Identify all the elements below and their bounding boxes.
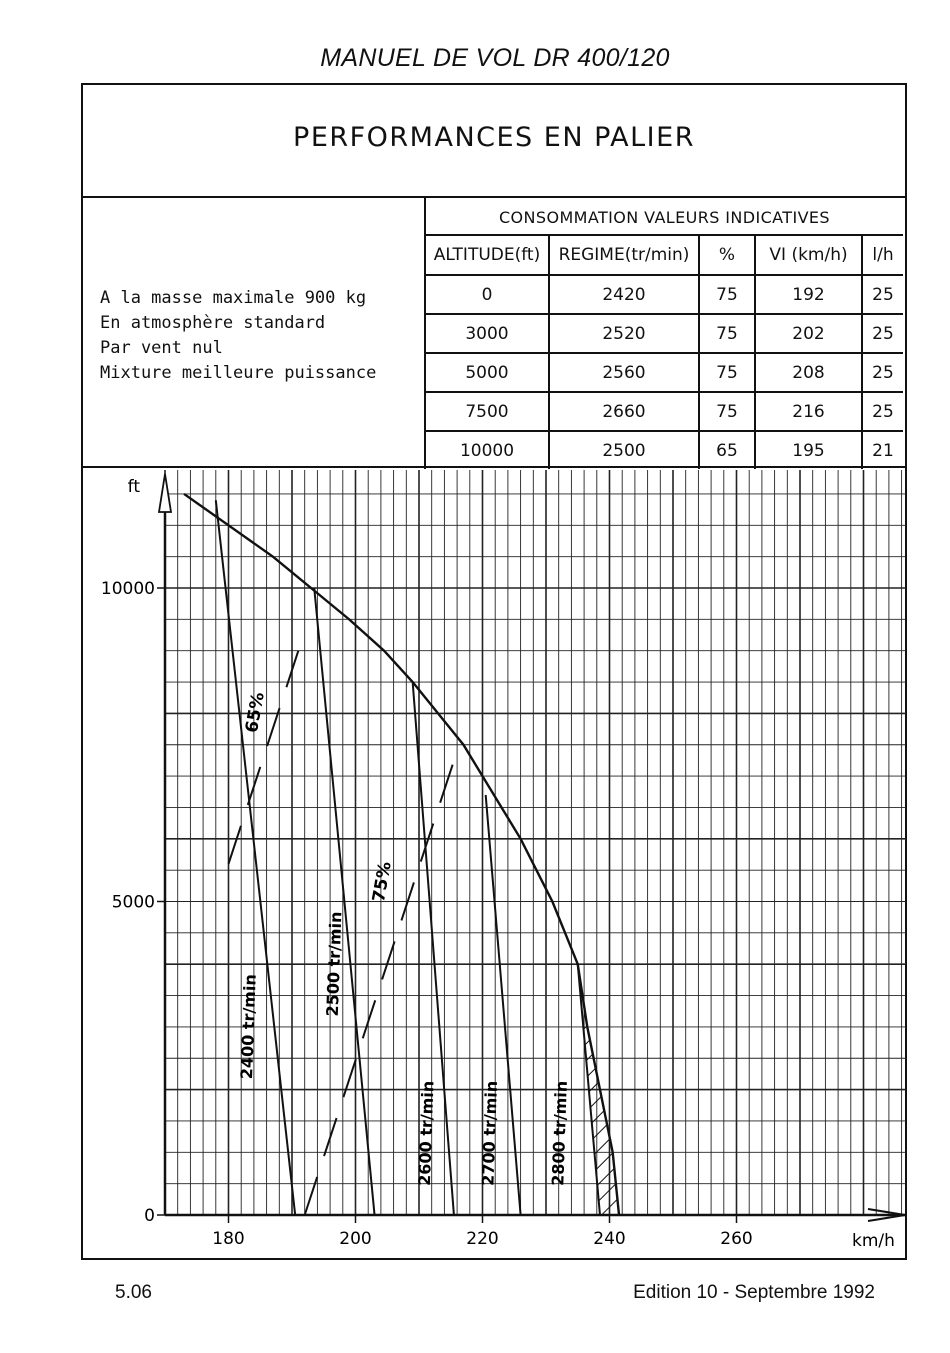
- cell: 75: [699, 392, 755, 431]
- table-row: [425, 353, 903, 392]
- col-lh: l/h: [862, 235, 903, 275]
- annotation-label: 65%: [241, 690, 269, 735]
- annotation-label: 2800 tr/min: [548, 1080, 571, 1187]
- manual-title: MANUEL DE VOL DR 400/120: [320, 44, 670, 72]
- cell: 3000: [425, 314, 549, 353]
- col-percent: %: [699, 235, 755, 275]
- cell: 2560: [549, 353, 699, 392]
- x-tick-label: 220: [466, 1229, 499, 1249]
- edition-label: Edition 10 - Septembre 1992: [633, 1282, 875, 1303]
- page-number: 5.06: [115, 1282, 152, 1303]
- cell: 2500: [549, 431, 699, 469]
- cell: 5000: [425, 353, 549, 392]
- section-title: PERFORMANCES EN PALIER: [293, 122, 695, 153]
- cell: 65: [699, 431, 755, 469]
- y-tick-label: 10000: [100, 579, 155, 599]
- cell: 25: [862, 353, 903, 392]
- table-group-header: CONSOMMATION VALEURS INDICATIVES: [425, 200, 903, 235]
- x-tick-label: 180: [212, 1229, 245, 1249]
- cell: 7500: [425, 392, 549, 431]
- condition-atmosphere: En atmosphère standard: [100, 313, 326, 333]
- cell: 2660: [549, 392, 699, 431]
- x-tick-label: 240: [593, 1229, 626, 1249]
- y-tick-label: 5000: [111, 892, 155, 913]
- cell: 25: [862, 275, 903, 314]
- cell: 10000: [425, 431, 549, 469]
- cell: 25: [862, 392, 903, 431]
- table-row: [425, 431, 903, 469]
- cell: 202: [755, 314, 862, 353]
- annotation-label: 2600 tr/min: [414, 1080, 438, 1187]
- divider-title: [81, 196, 907, 198]
- cell: 192: [755, 275, 862, 314]
- col-regime: REGIME(tr/min): [549, 235, 699, 275]
- annotation-label: 2700 tr/min: [478, 1080, 502, 1187]
- cell: 21: [862, 431, 903, 469]
- conditions-list: [100, 286, 376, 386]
- table-row: [425, 392, 903, 431]
- annotation-label: 2500 tr/min: [322, 911, 346, 1017]
- y-axis-label: ft: [127, 477, 140, 497]
- x-tick-label: 260: [720, 1229, 753, 1249]
- cell: 75: [699, 275, 755, 314]
- annotation-label: 75%: [368, 860, 396, 904]
- cell: 208: [755, 353, 862, 392]
- cell: 2520: [549, 314, 699, 353]
- cell: 25: [862, 314, 903, 353]
- condition-mixture: Mixture meilleure puissance: [100, 363, 377, 383]
- table-row: [425, 314, 903, 353]
- col-altitude: ALTITUDE(ft): [425, 235, 549, 275]
- col-vi: VI (km/h): [755, 235, 862, 275]
- x-tick-label: 200: [339, 1229, 372, 1249]
- cell: 195: [755, 431, 862, 469]
- annotation-label: 2400 tr/min: [237, 973, 260, 1080]
- cell: 216: [755, 392, 862, 431]
- condition-wind: Par vent nul: [100, 338, 223, 358]
- cell: 0: [425, 275, 549, 314]
- y-tick-label: 0: [144, 1206, 155, 1226]
- cell: 2420: [549, 275, 699, 314]
- cell: 75: [699, 314, 755, 353]
- consumption-table: [424, 200, 903, 469]
- table-row: [425, 275, 903, 314]
- condition-mass: A la masse maximale 900 kg: [100, 288, 367, 308]
- x-axis-label: km/h: [852, 1231, 895, 1251]
- cell: 75: [699, 353, 755, 392]
